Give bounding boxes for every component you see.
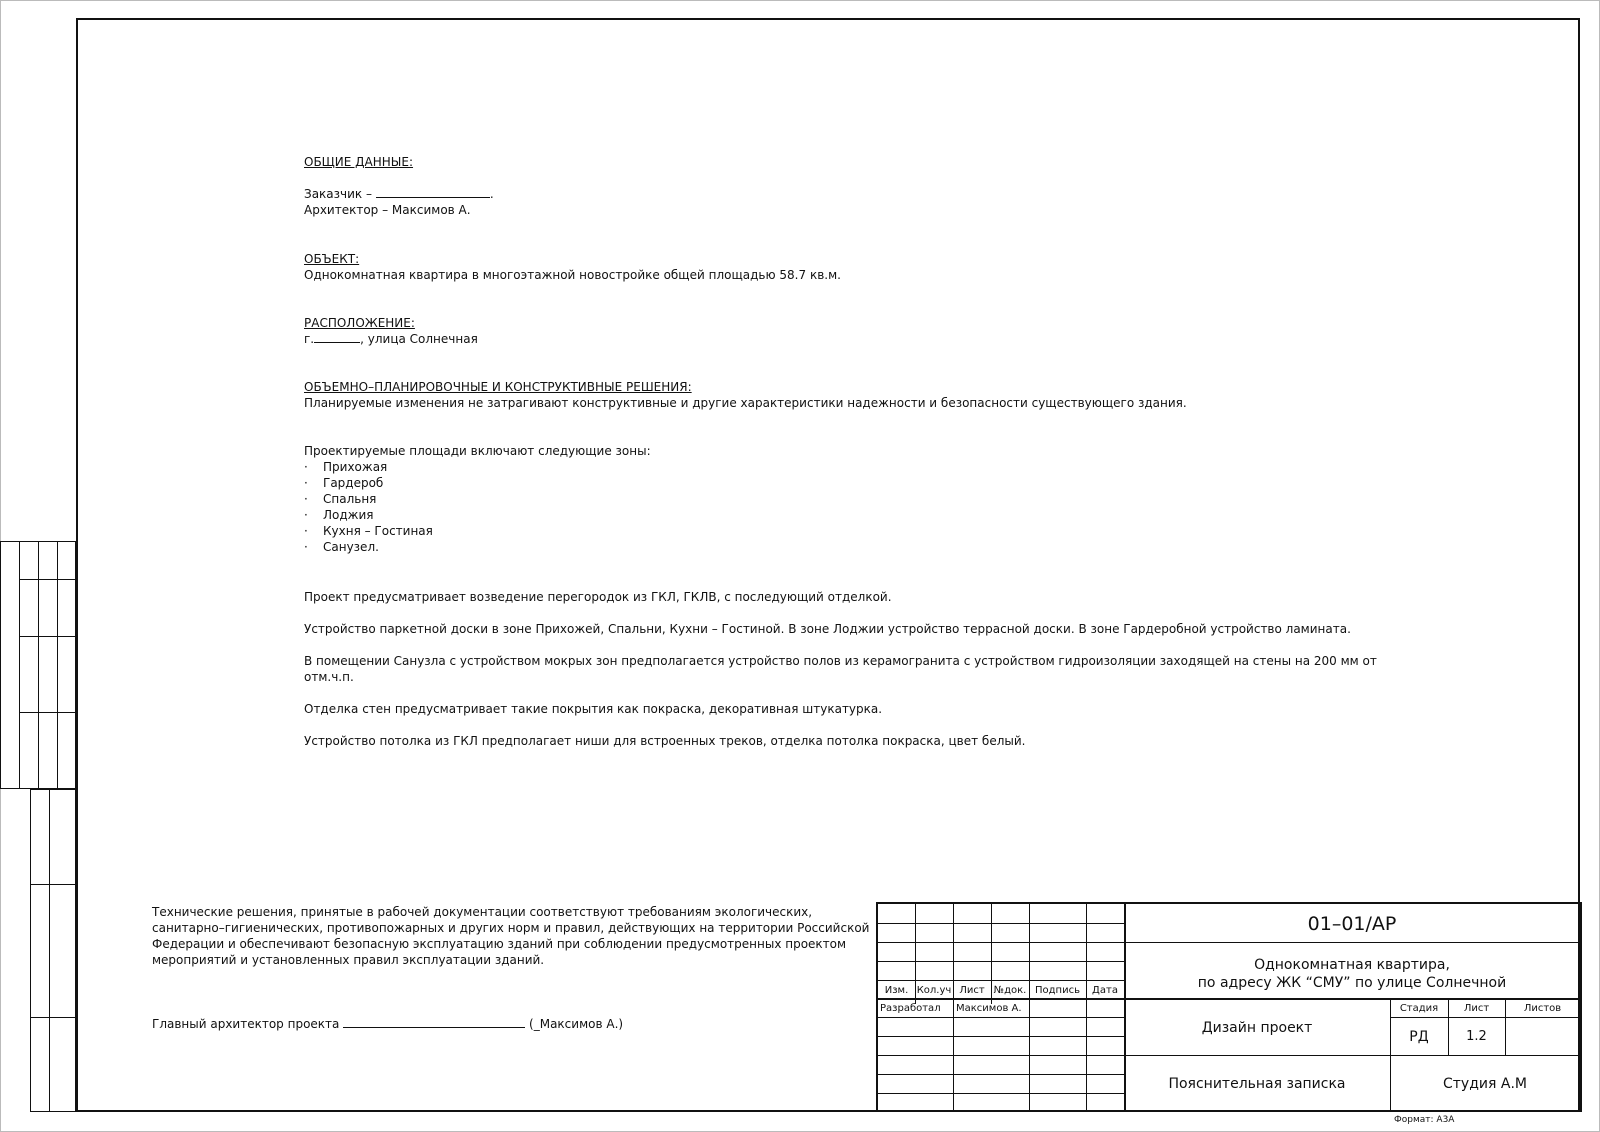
paragraph-partitions: Проект предусматривает возведение перегородок из ГКЛ, ГКЛВ, с последующий отделкой. [304, 590, 892, 604]
sheet-value: 1.2 [1466, 1029, 1487, 1044]
sheets-label: Листов [1523, 1003, 1562, 1014]
header-ndok: №док. [993, 985, 1027, 996]
stage-label: Стадия [1399, 1003, 1439, 1014]
zone-bullet: · [304, 460, 308, 474]
zone-bullet: · [304, 540, 308, 554]
developed-label: Разработал [880, 1003, 941, 1014]
street: , улица Солнечная [360, 332, 478, 346]
location-line [304, 331, 478, 347]
solutions-text: Планируемые изменения не затрагивают конструктивные и другие характеристики надежности и безопасности существующего здания. [304, 396, 1187, 410]
header-data: Дата [1092, 985, 1118, 996]
paragraph-walls: Отделка стен предусматривает такие покрытия как покраска, декоративная штукатурка. [304, 702, 883, 716]
zone-bullet: · [304, 476, 308, 490]
zone-item: Кухня – Гостиная [323, 524, 433, 538]
object-text: Однокомнатная квартира в многоэтажной новостройке общей площадью 58.7 кв.м. [304, 268, 841, 282]
header-izm: Изм. [884, 985, 909, 996]
document-name: Пояснительная записка [1168, 1076, 1346, 1092]
object-heading: ОБЪЕКТ: [304, 252, 360, 266]
studio-name: Студия А.М [1443, 1076, 1527, 1092]
title-line-1: Однокомнатная квартира, [1254, 957, 1450, 973]
compliance-line: мероприятий и установленных правил эксплуатации зданий. [152, 953, 545, 967]
chief-architect-line [152, 1016, 623, 1032]
header-list: Лист [959, 985, 985, 996]
compliance-line: Федерации и обеспечивают безопасную эксплуатацию зданий при соблюдении предусмотренных проектом [152, 937, 847, 951]
zone-bullet: · [304, 524, 308, 538]
zone-bullet: · [304, 508, 308, 522]
paragraph-bathroom-cont: отм.ч.п. [304, 670, 354, 684]
architect-line: Архитектор – Максимов А. [304, 203, 471, 217]
zone-item: Гардероб [323, 476, 384, 490]
zone-item: Прихожая [323, 460, 388, 474]
compliance-line: Технические решения, принятые в рабочей документации соответствуют требованиям экологических, [152, 905, 813, 919]
location-heading: РАСПОЛОЖЕНИЕ: [304, 316, 415, 330]
customer-end: . [489, 187, 494, 201]
chief-label: Главный архитектор проекта [152, 1017, 340, 1031]
paragraph-floors: Устройство паркетной доски в зоне Прихожей, Спальни, Кухни – Гостиной. В зоне Лоджии устройство террасной доски. В зоне Гардеробной устройство ламината. [304, 622, 1351, 636]
title-block [876, 902, 1582, 1112]
side-stamp-lower [30, 789, 76, 1112]
city-prefix: г. [304, 332, 315, 346]
zone-item: Лоджия [323, 508, 374, 522]
city-blank [314, 331, 360, 343]
zone-bullet: · [304, 492, 308, 506]
developed-name: Максимов А. [956, 1003, 1022, 1014]
title-line-2: по адресу ЖК “СМУ” по улице Солнечной [1197, 975, 1507, 991]
solutions-heading: ОБЪЕМНО–ПЛАНИРОВОЧНЫЕ И КОНСТРУКТИВНЫЕ РЕШЕНИЯ: [304, 380, 692, 394]
header-kol-uch: Кол.уч [916, 985, 952, 996]
document-code: 01–01/АР [1307, 913, 1397, 935]
header-podpis: Подпись [1035, 985, 1080, 996]
paragraph-ceiling: Устройство потолка из ГКЛ предполагает ниши для встроенных треков, отделка потолка покраска, цвет белый. [304, 734, 1026, 748]
format-label: Формат: А3А [1394, 1115, 1455, 1125]
zone-item: Спальня [323, 492, 377, 506]
signature-blank [343, 1016, 525, 1028]
chief-name: (_Максимов А.) [529, 1017, 624, 1031]
customer-blank [376, 186, 490, 198]
stage-value: РД [1409, 1029, 1429, 1045]
compliance-line: санитарно–гигиенических, противопожарных и других норм и правил, действующих на территории Российской [152, 921, 870, 935]
customer-label: Заказчик – [304, 187, 372, 201]
project-name: Дизайн проект [1201, 1020, 1313, 1036]
sheet-label: Лист [1463, 1003, 1490, 1014]
zones-intro: Проектируемые площади включают следующие зоны: [304, 444, 651, 458]
general-heading: ОБЩИЕ ДАННЫЕ: [304, 155, 414, 169]
paragraph-bathroom: В помещении Санузла с устройством мокрых зон предполагается устройство полов из керамогранита с устройством гидроизоляции заходящей на стены на 200 мм от [304, 654, 1377, 668]
customer-line [304, 186, 494, 202]
zone-item: Санузел. [323, 540, 379, 554]
